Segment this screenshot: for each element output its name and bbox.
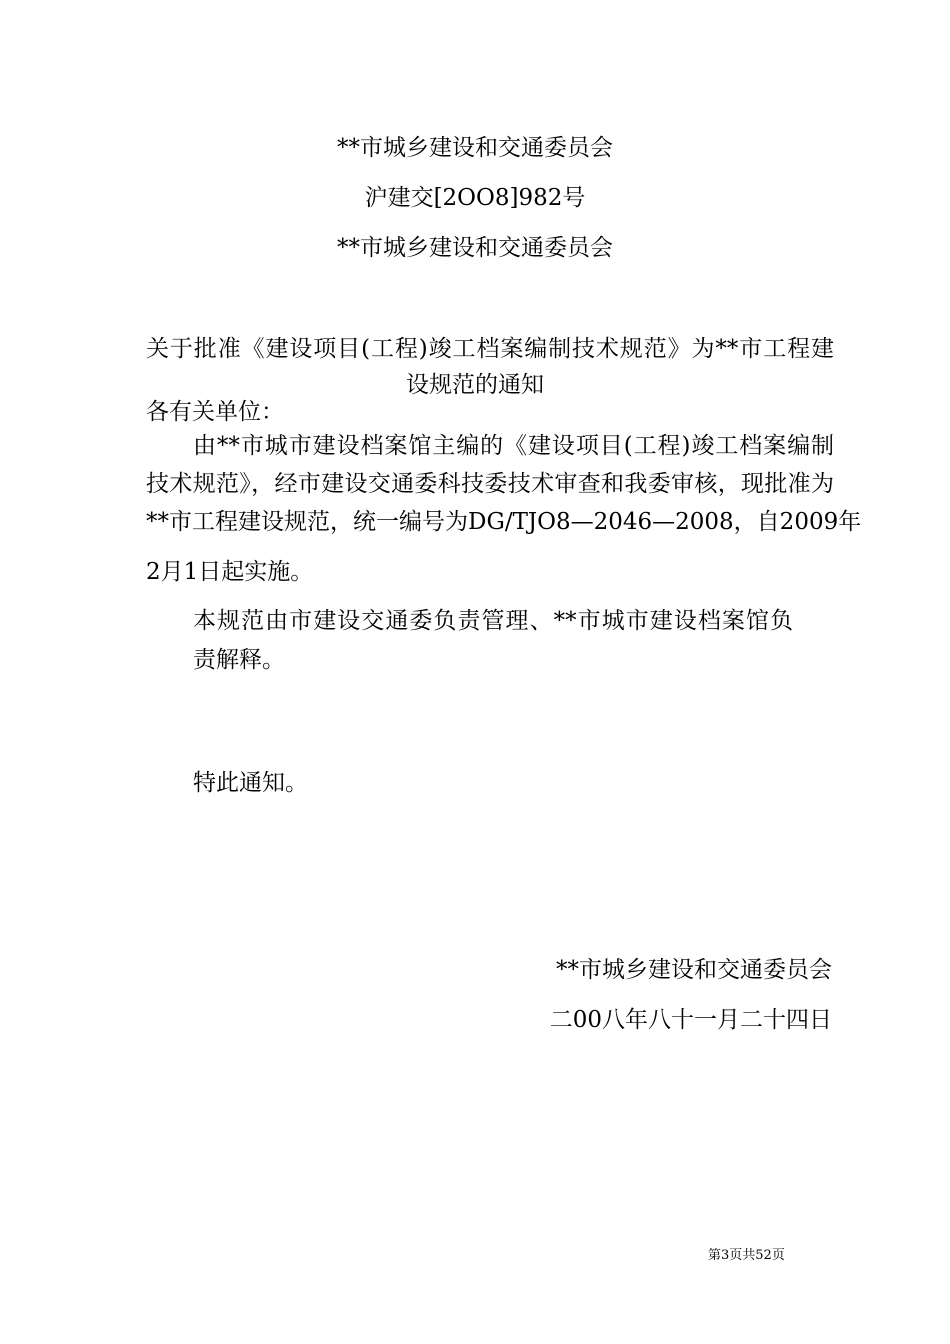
paragraph-2-line-2: 责解释。 — [193, 647, 285, 673]
paragraph-1-line-2: 技术规范》，经市建设交通委科技委技术审查和我委审核，现批准为 — [146, 471, 834, 497]
closing-remark: 特此通知。 — [193, 770, 308, 796]
issuer-heading: **市城乡建设和交通委员会 — [337, 135, 613, 161]
page-number: 第3页共52页 — [708, 1248, 785, 1263]
salutation: 各有关单位： — [146, 399, 284, 425]
document-number: 沪建交[2OO8]982号 — [364, 185, 586, 211]
paragraph-1-line-3: **市工程建设规范，统一编号为DG/TJO8—2046—2008，自2009年 — [146, 509, 862, 535]
issuer-heading-repeat: **市城乡建设和交通委员会 — [337, 235, 613, 261]
notice-title-line1: 关于批准《建设项目(工程)竣工档案编制技术规范》为**市工程建 — [146, 336, 834, 362]
paragraph-2-line-1: 本规范由市建设交通委负责管理、**市城市建设档案馆负 — [193, 608, 793, 634]
notice-title-line2: 设规范的通知 — [406, 372, 544, 398]
paragraph-1-line-4: 2月1日起实施。 — [146, 559, 314, 585]
paragraph-1-line-1: 由**市城市建设档案馆主编的《建设项目(工程)竣工档案编制 — [193, 433, 834, 459]
signature-issuer: **市城乡建设和交通委员会 — [556, 957, 832, 983]
signature-date: 二00八年八十一月二十四日 — [549, 1007, 832, 1033]
